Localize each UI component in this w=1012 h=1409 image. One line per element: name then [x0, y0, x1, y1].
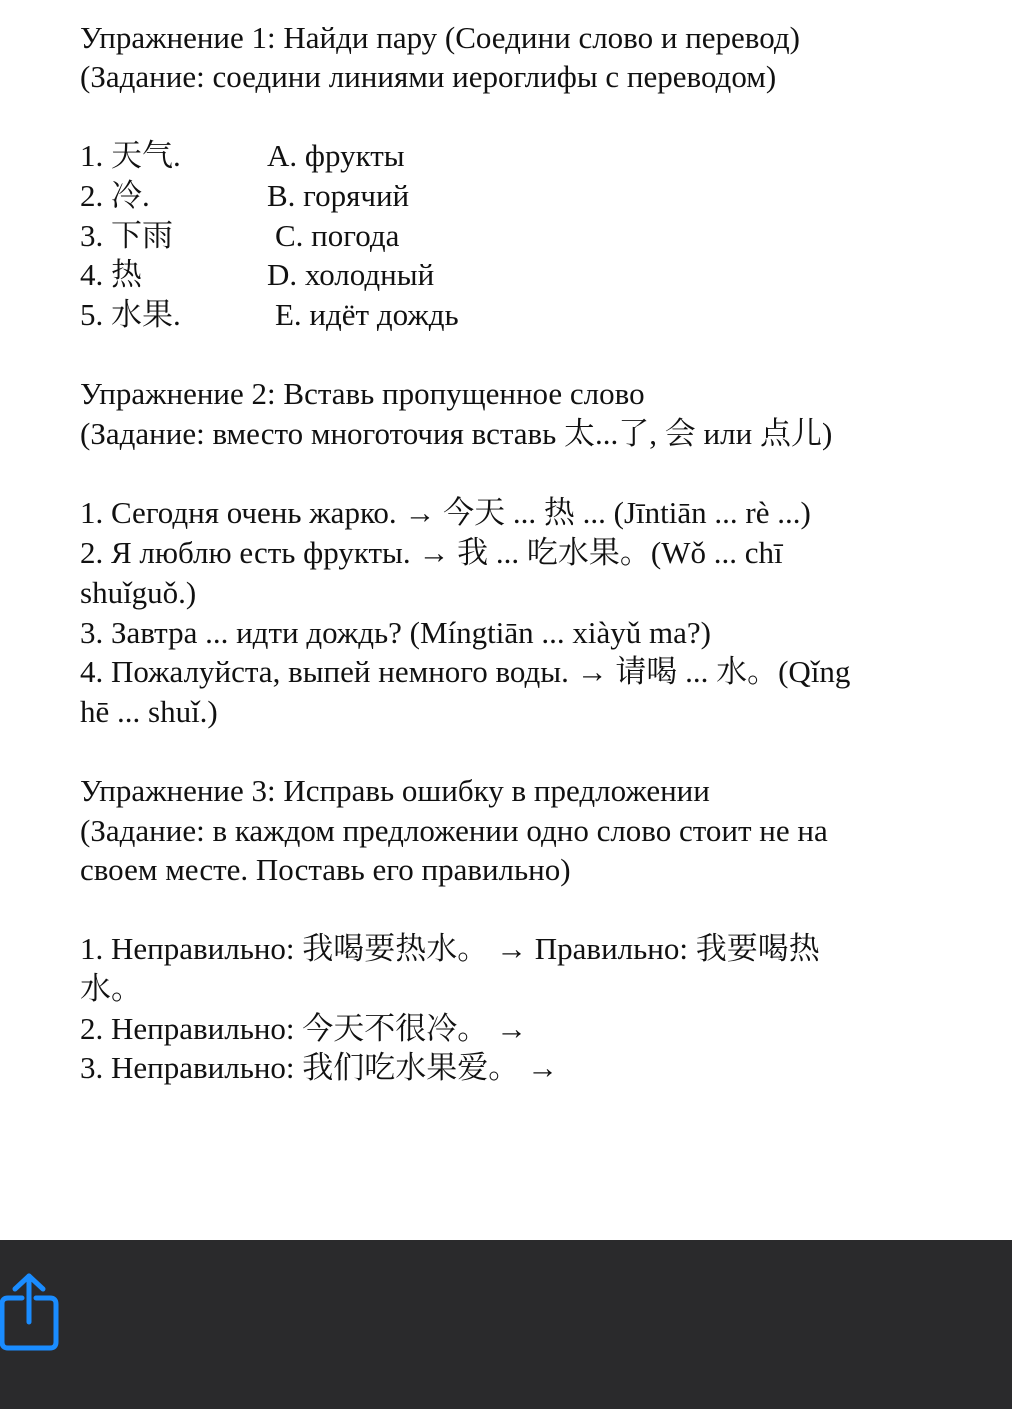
- exercise-1-word: 3. 下雨: [80, 218, 173, 253]
- exercise-1-translation: E. идёт дождь: [275, 297, 459, 332]
- exercise-2-line: 2. Я люблю есть фрукты. → 我 ... 吃水果。(Wǒ ... chī: [80, 535, 783, 570]
- exercise-1-task: (Задание: соедини линиями иероглифы с переводом): [80, 59, 777, 94]
- exercise-2-line: shuǐguǒ.): [80, 575, 197, 610]
- share-button[interactable]: [0, 1272, 62, 1356]
- exercise-1-pair-row: [80, 295, 459, 335]
- exercise-3-task: своем месте. Поставь его правильно): [80, 852, 571, 887]
- bottom-toolbar: [0, 1240, 1012, 1409]
- exercise-1-word: 1. 天气.: [80, 138, 181, 173]
- exercise-1-word: 5. 水果.: [80, 297, 181, 332]
- exercise-3-line: 1. Неправильно: 我喝要热水。 → Правильно: 我要喝热: [80, 931, 820, 966]
- exercise-1-pair-row: [80, 216, 400, 256]
- exercise-2-task: (Задание: вместо многоточия вставь 太...了, 会 или 点儿): [80, 416, 833, 451]
- exercise-3-line: 水。: [80, 971, 142, 1006]
- exercise-2-title: Упражнение 2: Вставь пропущенное слово: [80, 376, 645, 411]
- exercise-3-line: 2. Неправильно: 今天不很冷。 →: [80, 1011, 528, 1046]
- share-icon: [0, 1272, 62, 1356]
- exercise-2-line: 4. Пожалуйста, выпей немного воды. → 请喝 ... 水。(Qǐng: [80, 654, 851, 689]
- exercise-1-word: 4. 热: [80, 257, 142, 292]
- exercise-2-line: 3. Завтра ... идти дождь? (Míngtiān ... xiàyǔ ma?): [80, 615, 711, 650]
- exercise-1-translation: A. фрукты: [267, 138, 405, 173]
- exercise-2-line: hē ... shuǐ.): [80, 694, 218, 729]
- exercise-1-pair-row: [80, 255, 435, 295]
- exercise-3-line: 3. Неправильно: 我们吃水果爱。 →: [80, 1050, 559, 1085]
- exercise-1-word: 2. 冷.: [80, 178, 150, 213]
- exercise-1-pair-row: [80, 176, 410, 216]
- exercise-1-title: Упражнение 1: Найди пару (Соедини слово и перевод): [80, 20, 800, 55]
- exercise-1-translation: C. погода: [275, 218, 400, 253]
- exercise-1-translation: B. горячий: [267, 178, 410, 213]
- exercise-1-pair-row: [80, 136, 405, 176]
- exercise-2-line: 1. Сегодня очень жарко. → 今天 ... 热 ... (Jīntiān ... rè ...): [80, 495, 811, 530]
- exercise-1-translation: D. холодный: [267, 257, 435, 292]
- exercise-3-title: Упражнение 3: Исправь ошибку в предложении: [80, 773, 710, 808]
- exercise-3-task: (Задание: в каждом предложении одно слово стоит не на: [80, 813, 828, 848]
